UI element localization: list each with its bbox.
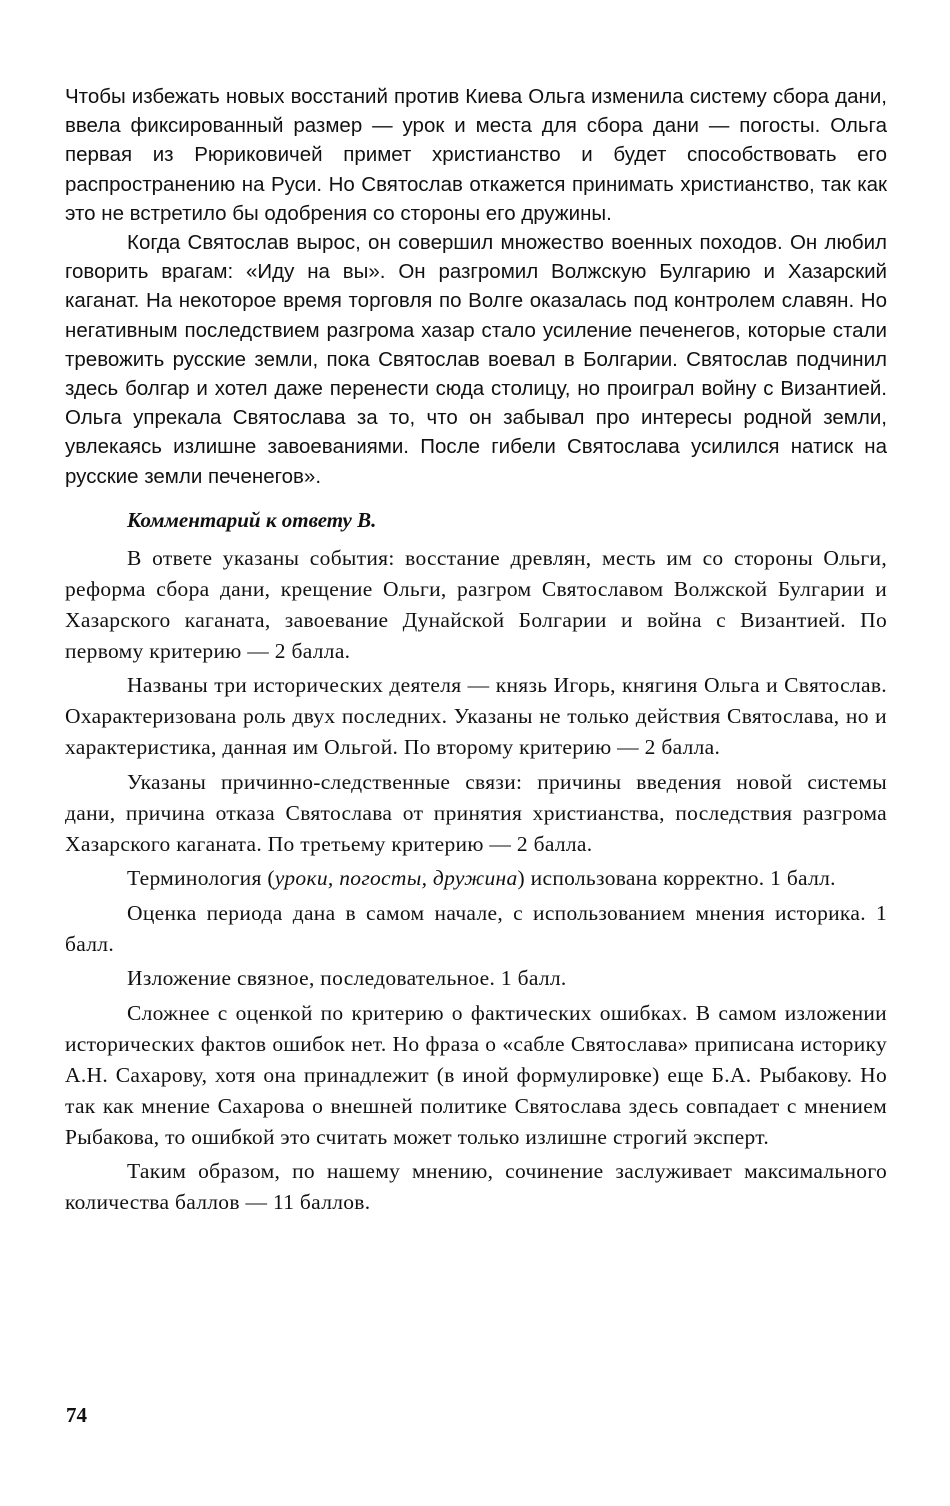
essay-text: [65, 82, 887, 491]
terminology-terms: уроки, погосты, дружина: [274, 866, 518, 891]
comment-paragraph: Указаны причинно-следственные связи: причины введения новой системы дани, причина отказа Святослава от принятия христианства, последствия разгрома Хазарского каганата. По третьему критерию — 2 балла.: [65, 769, 887, 856]
comment-heading: Комментарий к ответу В.: [127, 507, 377, 532]
comment-paragraph-terminology: [65, 863, 887, 894]
essay-paragraph: Чтобы избежать новых восстаний против Киева Ольга изменила систему сбора дани, ввела фиксированный размер — урок и места для сбора дани — погосты. Ольга первая из Рюриковичей примет христианство и будет способствовать его распространению на Руси. Но Святослав откажется принимать христианство, так как это не встретило бы одобрения со стороны его дружины.: [65, 85, 887, 225]
comment-paragraph: Изложение связное, последовательное. 1 балл.: [127, 966, 567, 991]
comment-paragraph: Названы три исторических деятеля — князь Игорь, княгиня Ольга и Святослав. Охарактеризована роль двух последних. Указаны не только действия Святослава, но и характеристика, данная им Ольгой. По второму критерию — 2 балла.: [65, 673, 887, 760]
comment-paragraph: Сложнее с оценкой по критерию о фактических ошибках. В самом изложении исторических фактов ошибок нет. Но фраза о «сабле Святослава» приписана историку А.Н. Сахарову, хотя она принадлежит (в иной формулировке) еще Б.А. Рыбакову. Но так как мнение Сахарова о внешней политике Святослава здесь совпадает с мнением Рыбакова, то ошибкой это считать может только излишне строгий эксперт.: [65, 1000, 887, 1149]
essay-paragraph: Когда Святослав вырос, он совершил множество военных походов. Он любил говорить врагам: «Иду на вы». Он разгромил Волжскую Булгарию и Хазарский каганат. На некоторое время торговля по Волге оказалась под контролем славян. Но негативным последствием разгрома хазар стало усиление печенегов, которые стали тревожить русские земли, пока Святослав воевал в Болгарии. Святослав подчинил здесь болгар и хотел даже перенести сюда столицу, но проиграл войну с Византией. Ольга упрекала Святослава за то, что он забывал про интересы родной земли, увлекаясь излишне завоеваниями. После гибели Святослава усилился натиск на русские земли печенегов».: [65, 231, 887, 488]
terminology-result: ) использована корректно. 1 балл.: [517, 866, 836, 891]
comment-paragraph: Оценка периода дана в самом начале, с использованием мнения историка. 1 балл.: [65, 900, 887, 956]
terminology-label: Терминология (: [127, 866, 275, 891]
page-content: [65, 82, 887, 1222]
comment-paragraph: В ответе указаны события: восстание древлян, месть им со стороны Ольги, реформа сбора дани, крещение Ольги, разгром Святославом Волжской Булгарии и Хазарского каганата, завоевание Дунайской Болгарии и война с Византией. По первому критерию — 2 балла.: [65, 545, 887, 663]
comment-paragraph: Таким образом, по нашему мнению, сочинение заслуживает максимального количества баллов — 11 баллов.: [65, 1159, 887, 1215]
page-number: 74: [66, 1403, 87, 1427]
comment-text: [65, 543, 887, 1219]
